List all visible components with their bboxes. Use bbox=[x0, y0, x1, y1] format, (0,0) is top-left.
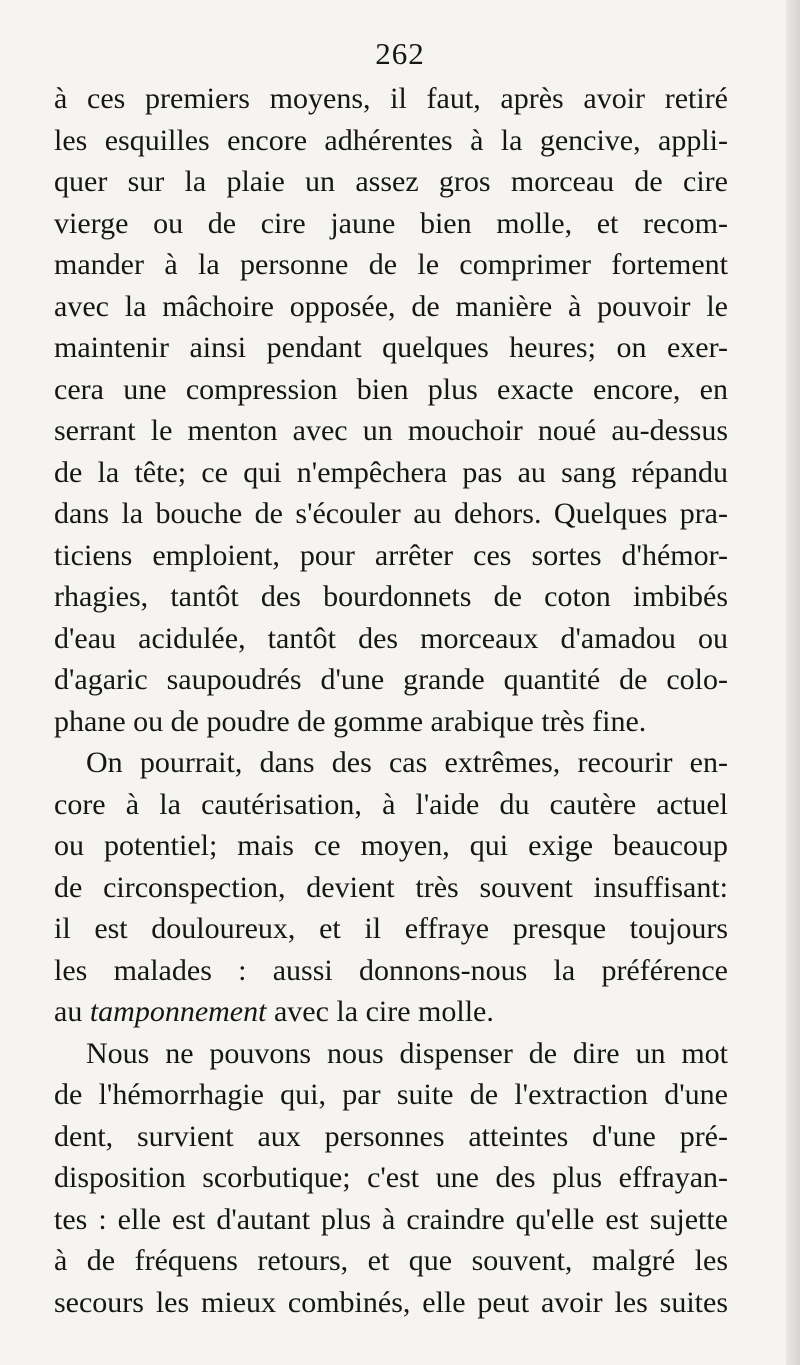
text-line: mander à la personne de le comprimer fortement bbox=[54, 248, 728, 281]
text-line: les malades : aussi donnons-nous la préférence bbox=[54, 953, 728, 987]
text-line: dans la bouche de s'écouler au dehors. Quelques pra- bbox=[54, 497, 728, 530]
text-line bbox=[54, 991, 728, 1033]
emphasized-term: tamponnement bbox=[89, 995, 267, 1028]
text-line: de la tête; ce qui n'empêchera pas au sang répandu bbox=[54, 455, 728, 489]
text-line: phane ou de poudre de gomme arabique très fine. bbox=[54, 704, 647, 738]
text-line: serrant le menton avec un mouchoir noué au-dessus bbox=[54, 414, 728, 447]
text-line: core à la cautérisation, à l'aide du cautère actuel bbox=[54, 787, 728, 821]
text-line: d'agaric saupoudrés d'une grande quantité de colo- bbox=[54, 663, 728, 696]
text-run: au bbox=[54, 995, 83, 1028]
text-line: dent, survient aux personnes atteintes d'une pré- bbox=[54, 1119, 728, 1153]
text-line: de l'hémorrhagie qui, par suite de l'extraction d'une bbox=[54, 1078, 728, 1111]
text-line: tes : elle est d'autant plus à craindre qu'elle est sujette bbox=[54, 1202, 728, 1236]
text-line: les esquilles encore adhérentes à la gencive, appli- bbox=[54, 123, 728, 157]
text-line: rhagies, tantôt des bourdonnets de coton imbibés bbox=[54, 580, 728, 613]
text-line: secours les mieux combinés, elle peut avoir les suites bbox=[54, 1285, 728, 1319]
text-line: disposition scorbutique; c'est une des plus effrayan- bbox=[54, 1161, 728, 1194]
page-edge bbox=[786, 0, 800, 1365]
text-line: Nous ne pouvons nous dispenser de dire un mot bbox=[86, 1036, 728, 1070]
text-line: On pourrait, dans des cas extrêmes, recourir en- bbox=[86, 746, 728, 779]
text-line: ou potentiel; mais ce moyen, qui exige beaucoup bbox=[54, 829, 728, 862]
text-run: avec la cire molle. bbox=[273, 995, 494, 1028]
text-line: vierge ou de cire jaune bien molle, et recom- bbox=[54, 206, 728, 240]
text-line: quer sur la plaie un assez gros morceau de cire bbox=[54, 165, 728, 198]
text-line: avec la mâchoire opposée, de manière à pouvoir le bbox=[54, 289, 728, 323]
page-number: 262 bbox=[375, 36, 425, 71]
text-line: d'eau acidulée, tantôt des morceaux d'amadou ou bbox=[54, 621, 728, 655]
text-line: à ces premiers moyens, il faut, après avoir retiré bbox=[54, 82, 728, 115]
body-text bbox=[54, 78, 728, 1323]
text-line: cera une compression bien plus exacte encore, en bbox=[54, 372, 728, 406]
text-line: ticiens emploient, pour arrêter ces sortes d'hémor- bbox=[54, 538, 728, 572]
text-line: il est douloureux, et il effraye presque toujours bbox=[54, 912, 728, 945]
text-line: maintenir ainsi pendant quelques heures; on exer- bbox=[54, 331, 728, 364]
text-line: à de fréquens retours, et que souvent, malgré les bbox=[54, 1244, 728, 1277]
text-line: de circonspection, devient très souvent insuffisant: bbox=[54, 870, 728, 904]
